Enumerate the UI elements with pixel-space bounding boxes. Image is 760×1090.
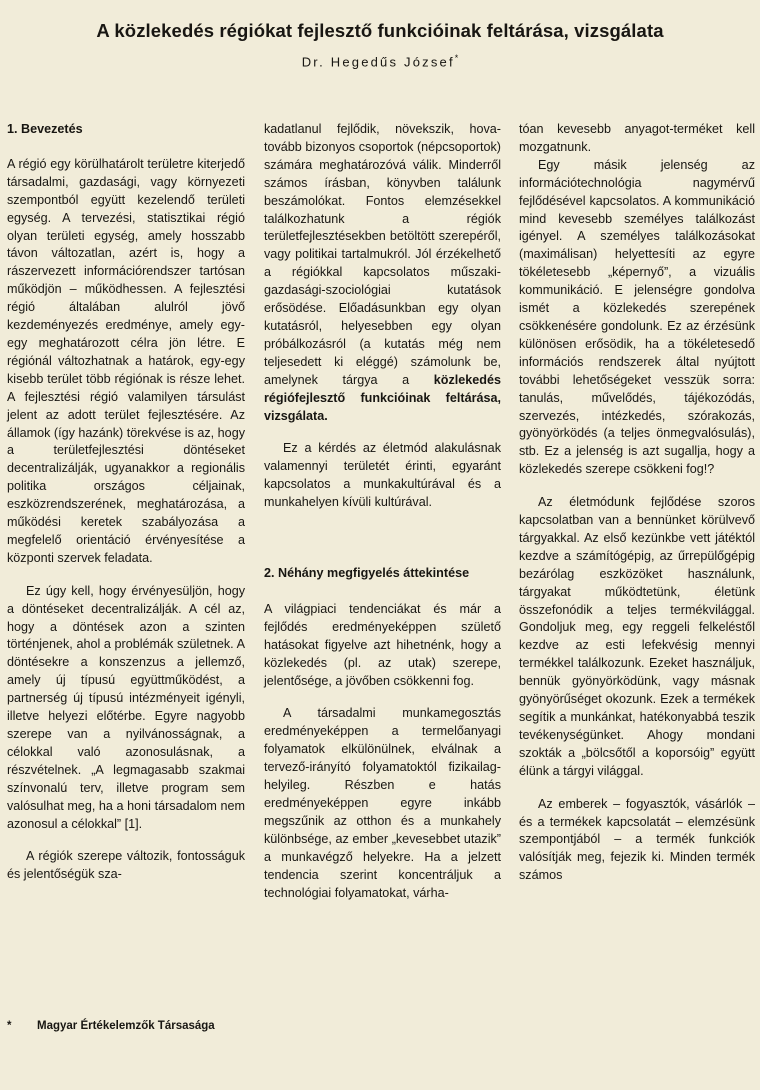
footnote-text: Magyar Értékelemzők Társasága: [37, 1020, 215, 1032]
paragraph: A régió egy körülhatárolt területre kiterjedő társadalmi, gazdasági, vagy környezeti szempontból együtt kezelendő területi egység. A tervezési, statisztikai régió olyan területi egység, amely hosszabb távon változatlan, azért is, hogy a rászervezett információrendszer tartósan működjön – működhessen. A fejlesztési régió általában alulról jövő kezdeményezés eredménye, amely egy-egy meghatározott célra jön létre. E régiónál változhatnak a határok, egy-egy kisebb terület több régiónak is része lehet. A fejlesztési régió valamilyen társulást jelent az adott terület fejlesztésére. Az államok (így hazánk) törekvése is az, hogy a területfejlesztési döntéseket decentralizálják, ugyanakkor a regionális politika országos céljainak, eszközrendszerének, meghatározása, a működési keretek szabályozása a megfelelő orientáció érvényesítése a központi szervek feladata.: [7, 156, 245, 565]
paragraph: Az emberek – fogyasztók, vásárlók – és a termékek kapcsolatát – elemzésünk szempontjából – a termék funkciók valósítják meg, fejezik ki. Minden termék számos: [519, 796, 755, 883]
paragraph: Ez úgy kell, hogy érvényesüljön, hogy a döntéseket decentralizálják. A cél az, hogy a döntések azon a szinten történjenek, ahol a problémák születnek. A döntésekre a konszenzus a jellemző, amely új típusú együttműködést, a partnerség új típusú intézményeit igényli, illetve helyezi előtérbe. Egyre nagyobb szerepe van a nyilvánosságnak, a célokkal való azonosulásnak, a részvételnek. „A legmagasabb szakmai színvonalú terv, illetve program sem valósulhat meg, ha a honi társadalom nem azonosul a célokkal” [1].: [7, 583, 245, 831]
paragraph: A világpiaci tendenciákat és már a fejlődés eredményeképpen születő hatásokat figyelve azt hihetnénk, hogy a közlekedés (pl. az utak) szerepe, jelentősége, a jövőben csökkenni fog.: [264, 601, 501, 688]
author-name: Dr. Hegedűs József: [301, 54, 455, 70]
paper-title: A közlekedés régiókat fejlesztő funkcióinak feltárása, vizsgálata: [96, 20, 664, 41]
footnote: [7, 1020, 215, 1032]
column-1: [7, 121, 245, 884]
footnote-mark: *: [7, 1020, 12, 1032]
paragraph: Az életmódunk fejlődése szoros kapcsolatban van a bennünket körülvevő tárgyakkal. Az első kezünkbe vett játéktól kezdve a számítógépig, az űrrepülőgépig bezárólag eszközöket használunk, tárgyakat működtetünk, életünk összefonódik a teljes termékvilággal. Gondoljuk meg, egy reggeli felkeléstől kezdve az esti lefekvésig mennyi termékkel találkozunk. Ezeket használjuk, bennük gyönyörködünk, vagy másnak gyönyörűséget okozunk. Ezek a termékek segítik a munkánkat, hatékonyabbá teszik tevékenységünket. Ahogy mondani szokták a „bölcsőtől a koporsóig” együtt élünk a tárgyi világgal.: [519, 495, 755, 778]
section-1-heading: 1. Bevezetés: [7, 122, 83, 136]
paragraph: A régiók szerepe változik, fontosságuk és jelentőségük sza-: [7, 849, 245, 882]
paragraph: Ez a kérdés az életmód alakulásnak valamennyi területét érinti, egyaránt kapcsolatos a munkakultúrával és a munkahelyen kívüli kultúrával.: [264, 441, 501, 510]
author-line: [0, 53, 760, 69]
author-footnote-mark: *: [454, 53, 459, 63]
section-2-heading: 2. Néhány megfigyelés áttekintése: [264, 566, 470, 581]
column-2: [264, 121, 501, 902]
paragraph: A társadalmi munkamegosztás eredményeképpen a termelőanyagi folyamatok elkülönülnek, elválnak a tervező-irányító folyamatoktól fizikailag-helyileg. Részben e hatás eredményeképpen egyre inkább megszűnik az otthon és a munkahely különbsége, az ember „kevesebbet utazik” a munkavégző helyekre. Ha a jelzett tendencia szerint koncentráljuk a technológiai folyamatokat, várha-: [264, 706, 501, 900]
research-topic-bold: közlekedés régiófejlesztő funkcióinak feltárása, vizsgálata.: [264, 372, 501, 423]
paragraph: Egy másik jelenség az információtechnológia nagymérvű fejlődésével kapcsolatos. A kommunikáció mind kevesebb személyes találkozást igényel. A személyes találkozásokat (maximálisan) helyettesíti az egyre tökéletesebb „képernyő”, a vizuális kommunikáció. E jelenségre gondolva ismét a közlekedés szerepének csökkenésére gondolunk. Ez az érzésünk különösen erősödik, ha a tökéletesedő információs rendszerek által nyújtott további lehetőségeket vesszük sorra: tanulás, művelődés, tájékozódás, szervezés, intézkedés, szórakozás, gyönyörködés (a teljes önmegvalósulás), stb. Ez a jelenség is azt sugallja, hogy a közlekedés szerepe csökkeni fog!?: [519, 157, 755, 477]
paragraph-continued: tóan kevesebb anyagot-terméket kell mozgatnunk.: [519, 122, 755, 154]
column-3: [519, 121, 755, 885]
paragraph-text: kadatlanul fejlődik, növekszik, hova-tovább bizonyos csoportok (népcsoportok) számára meghatározóvá válik. Minderről számos írásban, könyvben találunk beszámolókat. Fontos elemzésekkel találkozhatunk a régiók területfejlesztésekben betöltött szerepéről, vagy politikai tartalmukról. Jól érzékelhető a régiókkal kapcsolatos műszaki-gazdasági-szociológiai kutatások erősödése. Előadásunkban egy olyan kutatásról, helyesebben egy olyan próbálkozásról (a kutatás még nem teljesedett ki eléggé) számolunk be, amelynek tárgya a: [264, 122, 501, 387]
paragraph-continued: [264, 121, 501, 425]
